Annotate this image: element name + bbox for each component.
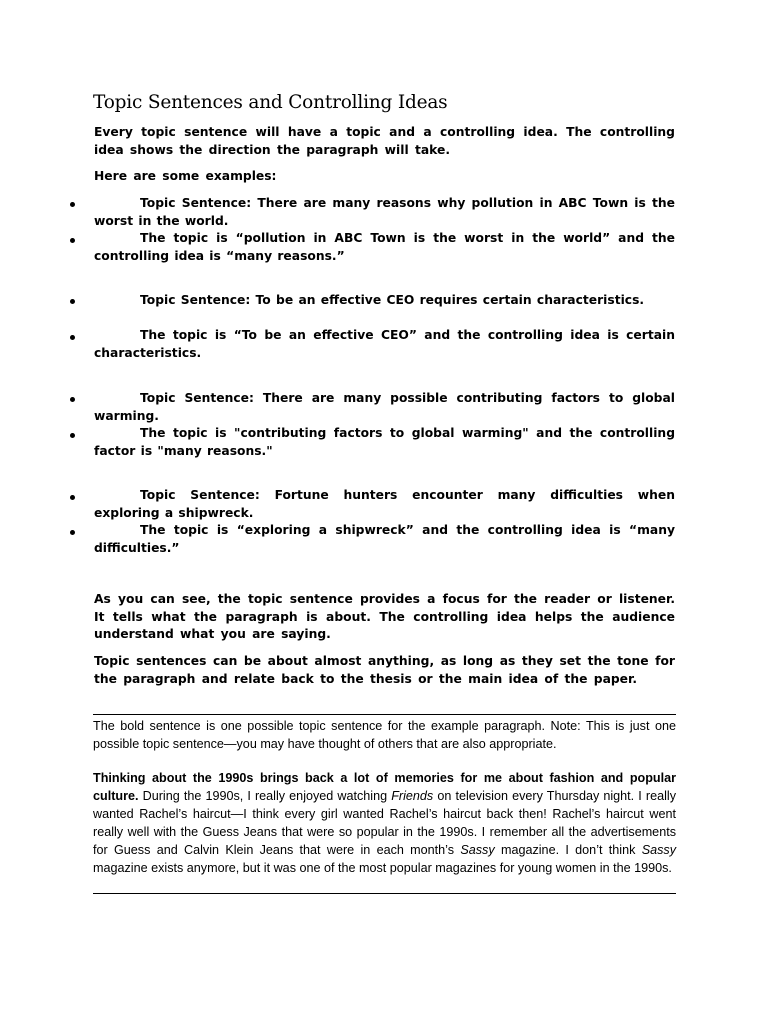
conclusion-paragraph-2: Topic sentences can be about almost anything, as long as they set the tone for the paragraph and relate back to the thesis or the main idea of the paper. bbox=[94, 654, 675, 686]
example-3-topic-sentence-text: Topic Sentence: There are many possible contributing factors to global warming. bbox=[94, 391, 675, 423]
example-3-explanation bbox=[94, 425, 675, 460]
example-4-topic-sentence bbox=[94, 487, 675, 522]
example-italic-title: Sassy bbox=[460, 843, 495, 857]
bullet-dot bbox=[70, 335, 75, 340]
example-2-explanation-text: The topic is “To be an effective CEO” and the controlling idea is certain characteristics. bbox=[94, 328, 675, 360]
page-title: Topic Sentences and Controlling Ideas bbox=[93, 92, 448, 113]
example-1-topic-sentence-text: Topic Sentence: There are many reasons why pollution in ABC Town is the worst in the world. bbox=[94, 196, 675, 228]
bullet-dot bbox=[70, 433, 75, 438]
example-3-explanation-text: The topic is "contributing factors to global warming" and the controlling factor is "many reasons." bbox=[94, 426, 675, 458]
example-1-explanation bbox=[94, 230, 675, 265]
example-bold-sentence: Thinking about the 1990s brings back a lot of memories for me about fashion and popular culture. bbox=[93, 771, 676, 803]
intro-paragraph: Every topic sentence will have a topic and a controlling idea. The controlling idea shows the direction the paragraph will take. bbox=[94, 125, 675, 157]
example-3-topic-sentence bbox=[94, 390, 675, 425]
bullet-dot bbox=[70, 202, 75, 207]
example-2-topic-sentence-text: Topic Sentence: To be an effective CEO requires certain characteristics. bbox=[140, 293, 645, 307]
bullet-dot bbox=[70, 397, 75, 402]
conclusion-paragraph-1: As you can see, the topic sentence provides a focus for the reader or listener. It tells what the paragraph is about. The controlling idea helps the audience understand what you are saying. bbox=[94, 592, 675, 641]
example-text-segment: During the 1990s, I really enjoyed watching bbox=[138, 789, 392, 803]
divider-top bbox=[93, 714, 676, 715]
bullet-dot bbox=[70, 530, 75, 535]
divider-bottom bbox=[93, 893, 676, 894]
example-4-topic-sentence-text: Topic Sentence: Fortune hunters encounter many difficulties when exploring a shipwreck. bbox=[94, 488, 675, 520]
example-2-topic-sentence bbox=[94, 292, 675, 310]
bullet-dot bbox=[70, 299, 75, 304]
example-text-segment: magazine exists anymore, but it was one of the most popular magazines for young women in the 1990s. bbox=[93, 861, 672, 875]
example-paragraph bbox=[93, 769, 676, 877]
example-4-explanation bbox=[94, 522, 675, 557]
example-1-explanation-text: The topic is “pollution in ABC Town is the worst in the world” and the controlling idea is “many reasons.” bbox=[94, 231, 675, 263]
example-2-explanation bbox=[94, 327, 675, 362]
note-paragraph: The bold sentence is one possible topic sentence for the example paragraph. Note: This is just one possible topic sentence—you may have thought of others that are also appropriate. bbox=[93, 719, 676, 751]
bullet-dot bbox=[70, 495, 75, 500]
examples-heading: Here are some examples: bbox=[94, 169, 277, 183]
example-italic-title: Friends bbox=[391, 789, 434, 803]
example-text-segment: on television every Thursday night. I really wanted Rachel’s haircut—I think every girl wanted Rachel’s haircut back then! Rachel’s haircut went really well with the Guess Jeans that were so popular in the 1990s. I remember all the advertisements for Guess and Calvin Klein Jeans that were in each month’s bbox=[93, 789, 676, 857]
bullet-dot bbox=[70, 238, 75, 243]
example-text-segment: magazine. I don’t think bbox=[494, 843, 642, 857]
example-1-topic-sentence bbox=[94, 195, 675, 230]
example-italic-title: Sassy bbox=[641, 843, 676, 857]
example-4-explanation-text: The topic is “exploring a shipwreck” and the controlling idea is “many difficulties.” bbox=[94, 523, 675, 555]
